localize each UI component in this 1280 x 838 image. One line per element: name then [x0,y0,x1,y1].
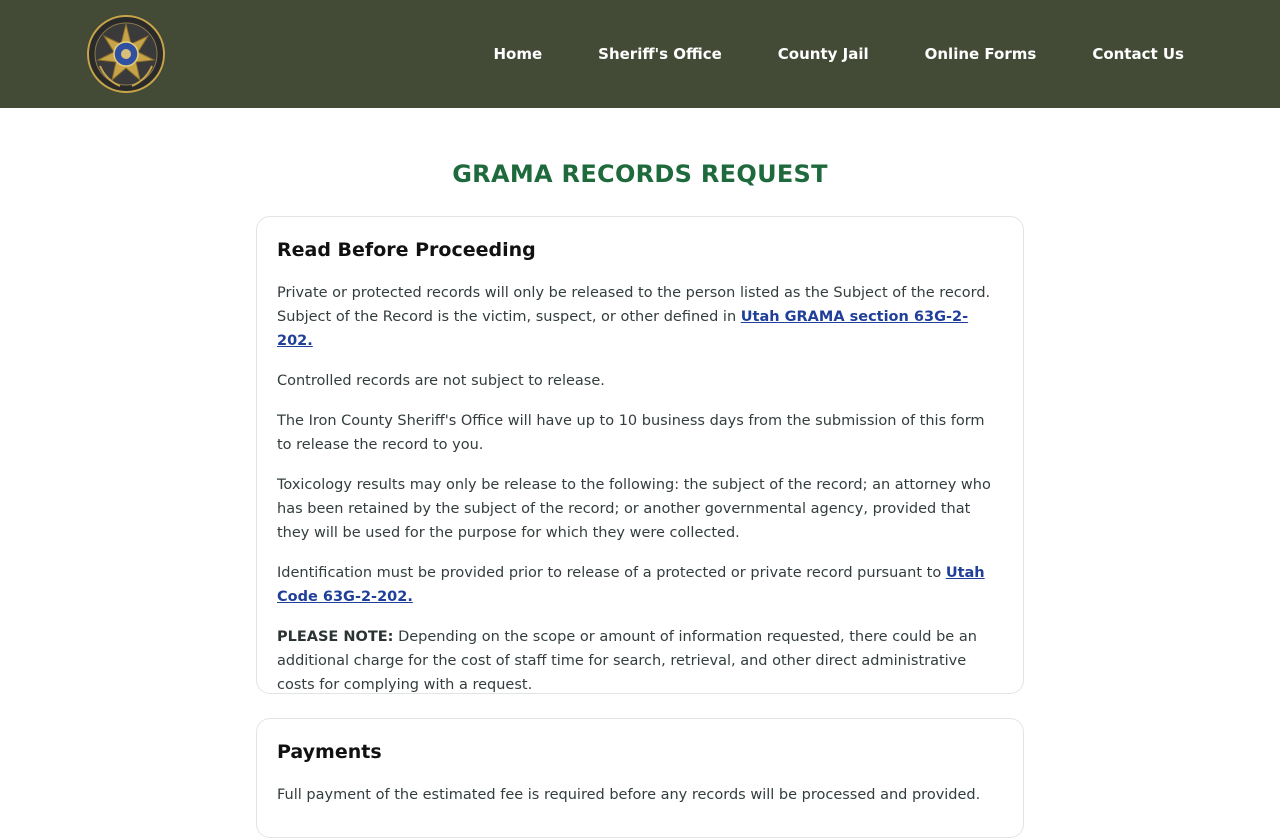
payments-heading: Payments [277,741,382,763]
main-nav [493,0,1184,108]
please-note-paragraph [277,625,1003,697]
nav-sheriffs-office-link[interactable]: Sheriff's Office [598,45,722,63]
business-days-paragraph: The Iron County Sheriff's Office will have up to 10 business days from the submission of this form to release the record to you. [277,413,985,453]
toxicology-paragraph: Toxicology results may only be release to the following: the subject of the record; an attorney who has been retained by the subject of the record; or another governmental agency, provided that they will be used for the purpose for which they were collected. [277,477,991,541]
subject-of-record-text: Private or protected records will only be released to the person listed as the Subject of the record. Subject of the Record is the victim, suspect, or other defined in [277,285,991,325]
nav-county-jail-link[interactable]: County Jail [777,45,869,63]
grama-section-link[interactable]: Utah GRAMA section 63G-2-202. [277,309,969,349]
nav-home-link[interactable]: Home [493,45,543,63]
sheriff-badge-icon [86,14,166,94]
page-title: GRAMA RECORDS REQUEST [452,160,828,188]
please-note-text: Depending on the scope or amount of information requested, there could be an additional charge for the cost of staff time for search, retrieval, and other direct administrative costs for complying with a request. [277,629,977,693]
read-before-heading: Read Before Proceeding [277,239,536,261]
utah-code-link[interactable]: Utah Code 63G-2-202. [277,565,985,605]
payments-paragraph: Full payment of the estimated fee is required before any records will be processed and provided. [277,787,981,803]
read-before-card [256,216,1024,694]
sheriff-badge-logo[interactable] [86,14,166,94]
subject-of-record-paragraph [277,281,1003,353]
identification-text: Identification must be provided prior to release of a protected or private record pursuant to [277,565,942,581]
controlled-records-paragraph: Controlled records are not subject to release. [277,373,605,389]
nav-contact-us-link[interactable]: Contact Us [1092,45,1184,63]
site-header [0,0,1280,108]
please-note-label: PLEASE NOTE: [277,629,394,645]
nav-online-forms-link[interactable]: Online Forms [924,45,1037,63]
payments-card [256,718,1024,838]
identification-paragraph [277,561,1003,609]
